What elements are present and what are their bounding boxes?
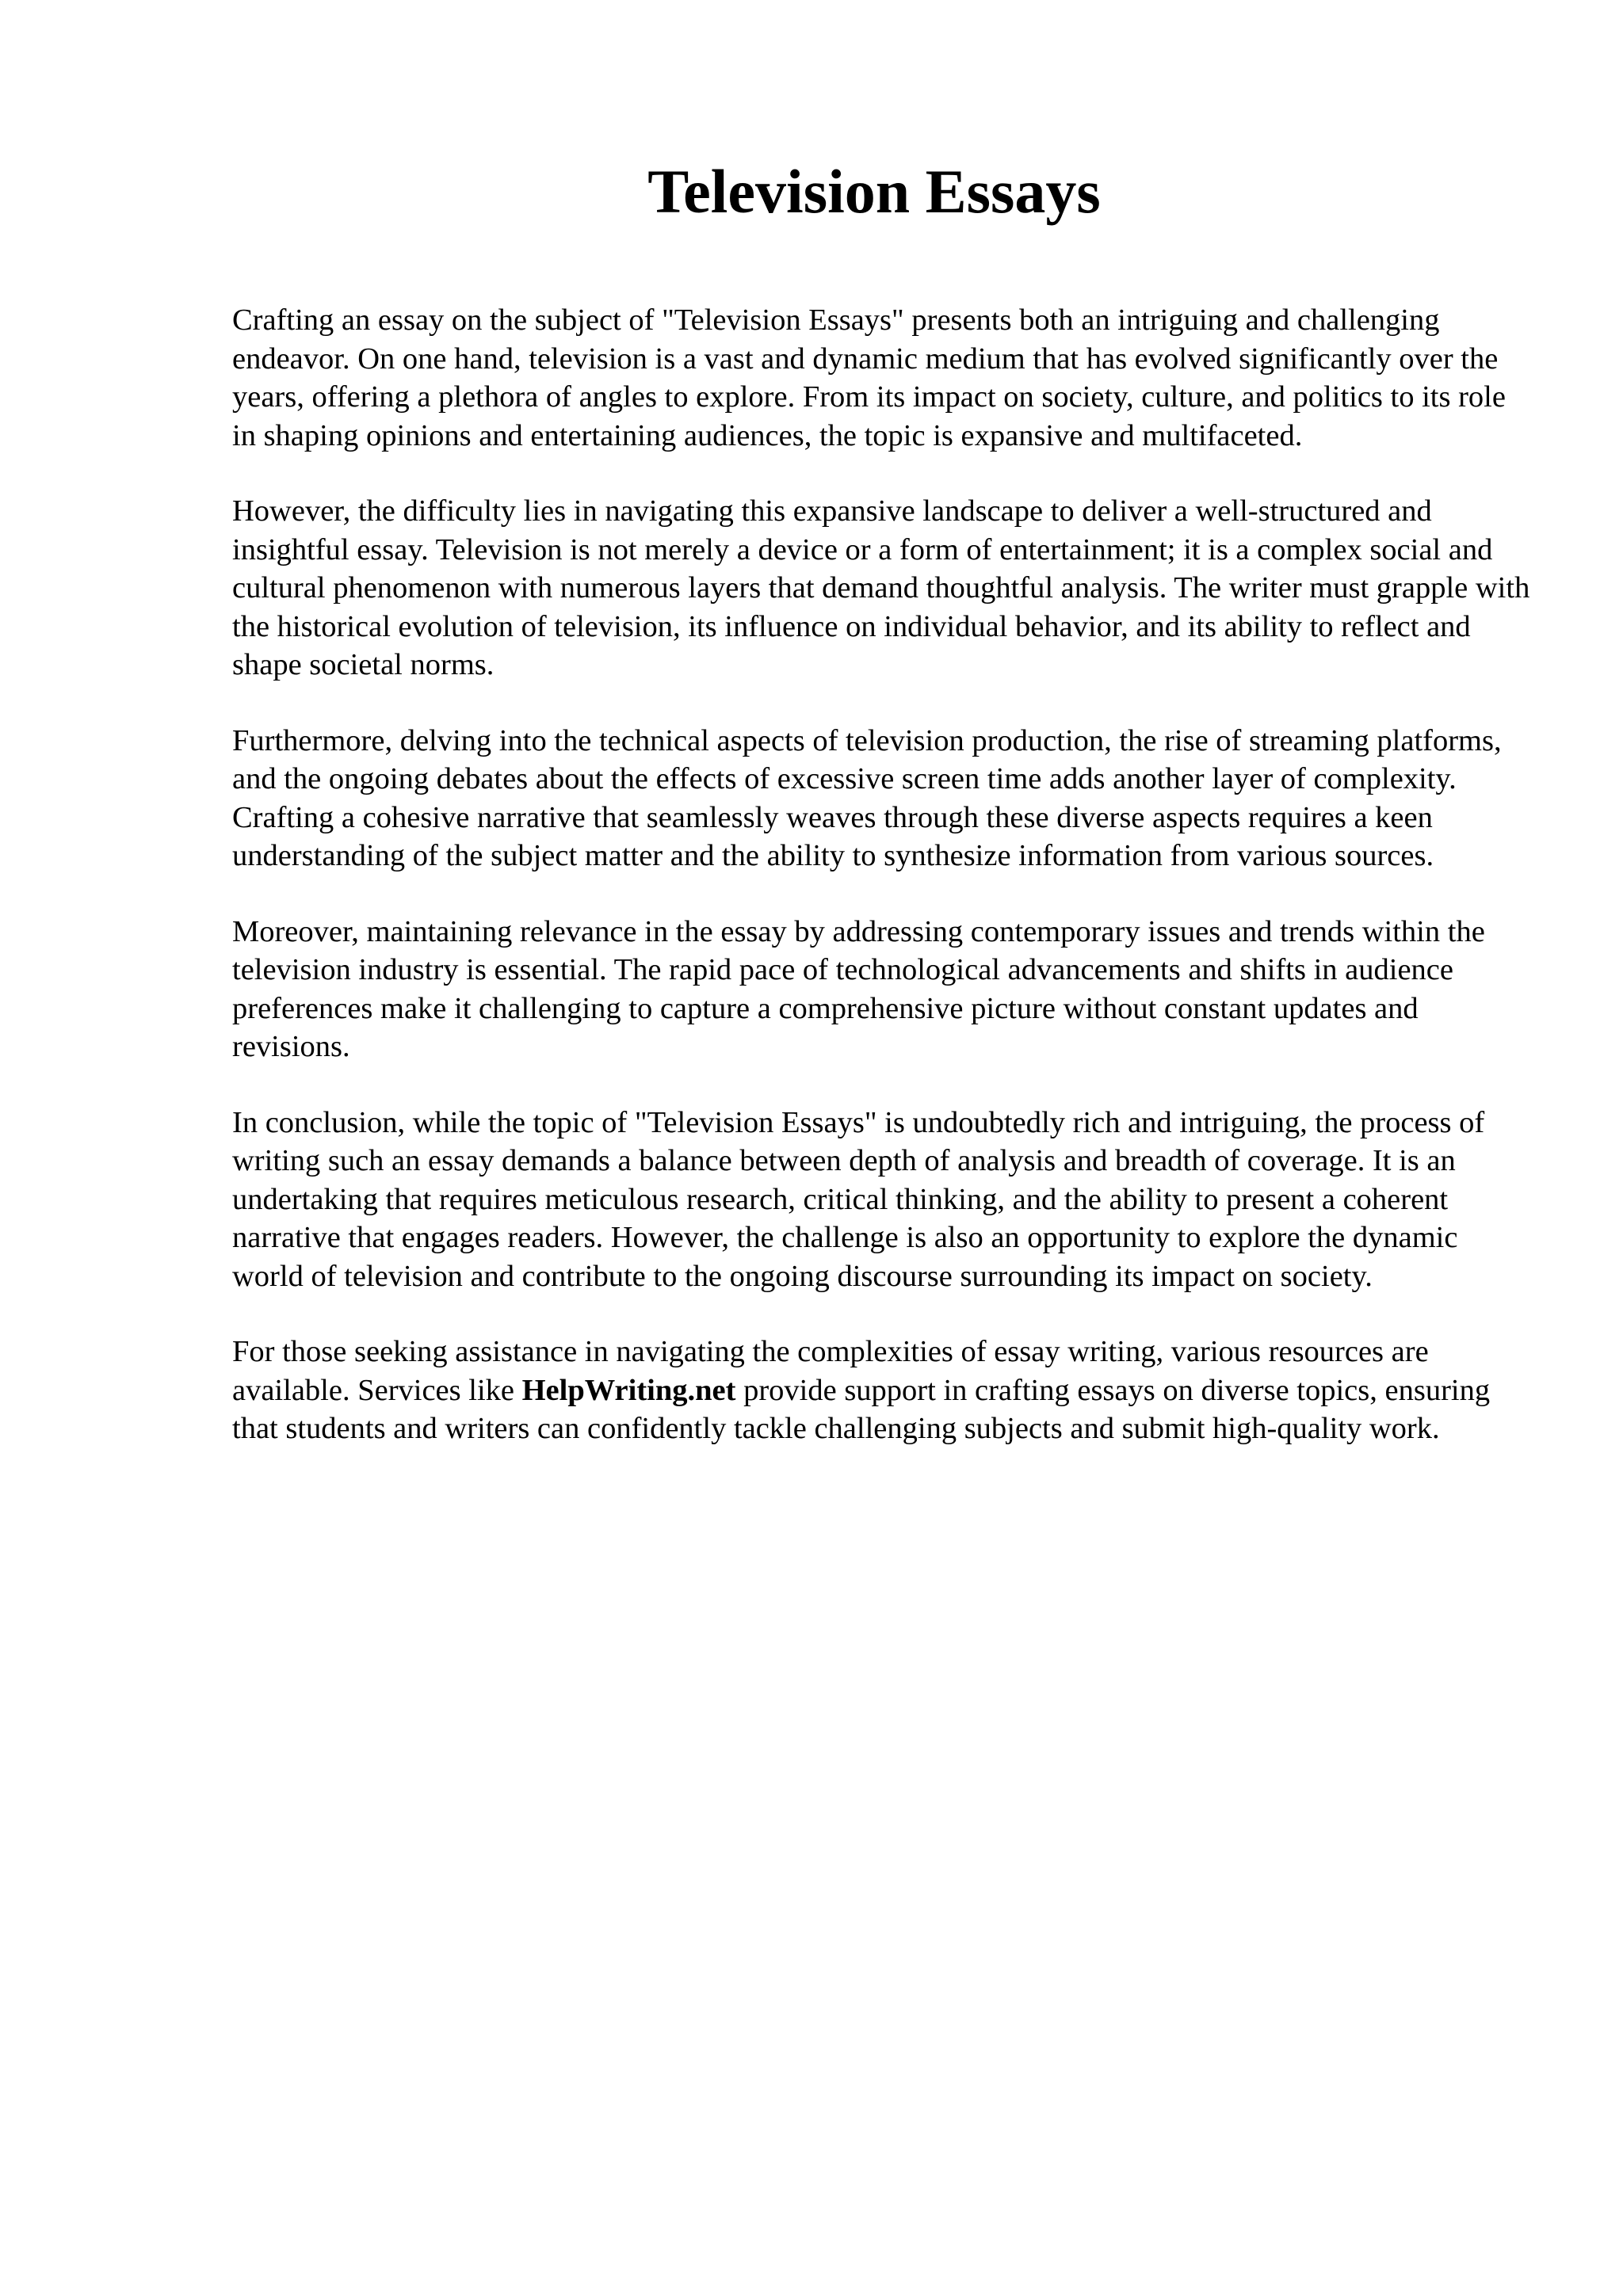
paragraph-difficulty: However, the difficulty lies in navigating this expansive landscape to deliver a well-structured and insightful essay. Television is not merely a device or a form of entertainment; it is a complex social and cultural phenomenon with numerous layers that demand thoughtful analysis. The writer must grapple with the historical evolution of television, its influence on individual behavior, and its ability to reflect and shape societal norms.	[232, 494, 1530, 681]
paragraph-conclusion: In conclusion, while the topic of "Television Essays" is undoubtedly rich and intriguing, the process of writing such an essay demands a balance between depth of analysis and breadth of coverage. It is an undertaking that requires meticulous research, critical thinking, and the ability to present a coherent narrative that engages readers. However, the challenge is also an opportunity to explore the dynamic world of television and contribute to the ongoing discourse surrounding its impact on society.	[232, 1105, 1485, 1293]
document-title: Television Essays	[647, 157, 1101, 226]
paragraph-intro: Crafting an essay on the subject of "Television Essays" presents both an intriguing and challenging endeavor. On one hand, television is a vast and dynamic medium that has evolved significantly over the years, offering a plethora of angles to explore. From its impact on society, culture, and politics to its role in shaping opinions and entertaining audiences, the topic is expansive and multifaceted.	[232, 303, 1506, 452]
paragraph-closing	[232, 1333, 1532, 1448]
paragraph-relevance: Moreover, maintaining relevance in the essay by addressing contemporary issues and trends within the television industry is essential. The rapid pace of technological advancements and shifts in audience preferences make it challenging to capture a comprehensive picture without constant updates and revisions.	[232, 914, 1485, 1063]
closing-text-after: provide support in crafting essays on diverse topics, ensuring that students and writers can confidently tackle challenging subjects and submit high-quality work.	[232, 1373, 1491, 1445]
closing-text-before: For those seeking assistance in navigating the complexities of essay writing, various resources are available. Services like	[232, 1335, 1429, 1407]
paragraph-technical: Furthermore, delving into the technical aspects of television production, the rise of streaming platforms, and the ongoing debates about the effects of excessive screen time adds another layer of complexity. Crafting a cohesive narrative that seamlessly weaves through these diverse aspects requires a keen understanding of the subject matter and the ability to synthesize information from various sources.	[232, 723, 1502, 872]
document-body	[232, 301, 1532, 1486]
brand-name: HelpWriting.net	[521, 1373, 736, 1407]
